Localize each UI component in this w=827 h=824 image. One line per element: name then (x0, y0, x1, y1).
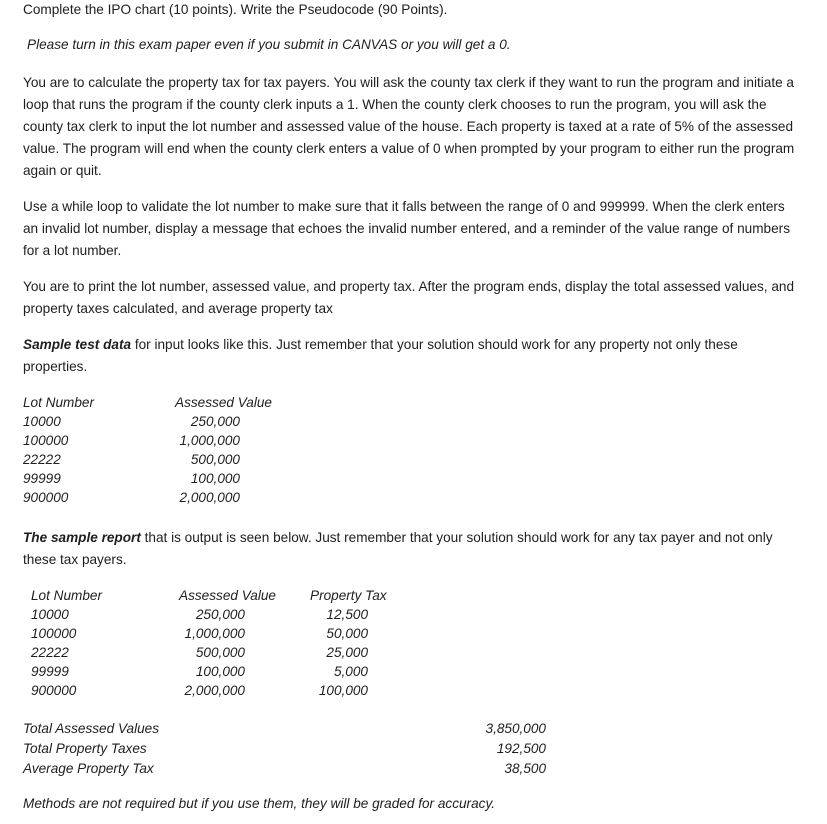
total-taxes-value: 192,500 (496, 741, 546, 756)
lot-number-cell: 100000 (23, 433, 69, 448)
total-assessed-value: 3,850,000 (485, 721, 546, 736)
column-header-lot-number: Lot Number (31, 588, 103, 603)
table-row (23, 488, 283, 507)
table-header-row (31, 586, 411, 605)
paragraph-validation (23, 196, 803, 262)
page-title: Complete the IPO chart (10 points). Write the Pseudocode (90 Points). (23, 2, 448, 17)
paragraph-text: Use a while loop to validate the lot number to make sure that it falls between the range of 0 and 999999. When the clerk enters an invalid lot number, display a message that echoes the invalid number entered, and a reminder of the value range of numbers for a lot number. (23, 199, 790, 258)
lot-number-cell: 22222 (31, 645, 69, 660)
paragraph-requirements (23, 72, 803, 182)
assessed-value-cell: 1,000,000 (184, 626, 245, 641)
total-taxes-label: Total Property Taxes (23, 741, 147, 756)
assessed-value-cell: 500,000 (195, 645, 245, 660)
table-row (23, 412, 283, 431)
column-header-lot-number: Lot Number (23, 395, 95, 410)
sample-input-heading: Sample test data (23, 337, 132, 352)
sample-report-heading: The sample report (23, 530, 141, 545)
column-header-assessed-value: Assessed Value (175, 395, 272, 410)
assessed-value-cell: 250,000 (195, 607, 245, 622)
lot-number-cell: 100000 (31, 626, 77, 641)
sample-input-intro (23, 334, 803, 378)
column-header-assessed-value: Assessed Value (179, 588, 276, 603)
assessed-value-cell: 2,000,000 (179, 490, 240, 505)
column-header-property-tax: Property Tax (310, 588, 387, 603)
average-tax-value: 38,500 (504, 761, 546, 776)
lot-number-cell: 10000 (23, 414, 61, 429)
table-header-row (23, 393, 283, 412)
lot-number-cell: 900000 (31, 683, 77, 698)
assessed-value-cell: 2,000,000 (184, 683, 245, 698)
table-row (23, 469, 283, 488)
total-assessed-label: Total Assessed Values (23, 721, 160, 736)
table-row (31, 624, 411, 643)
property-tax-cell: 5,000 (333, 664, 368, 679)
lot-number-cell: 99999 (31, 664, 69, 679)
methods-note: Methods are not required but if you use them, they will be graded for accuracy. (23, 796, 496, 811)
assessed-value-cell: 100,000 (190, 471, 240, 486)
turn-in-notice: Please turn in this exam paper even if you submit in CANVAS or you will get a 0. (27, 37, 511, 52)
lot-number-cell: 22222 (23, 452, 61, 467)
total-row (23, 719, 553, 738)
assessed-value-cell: 250,000 (190, 414, 240, 429)
average-tax-label: Average Property Tax (23, 761, 154, 776)
table-row (23, 450, 283, 469)
assessed-value-cell: 500,000 (190, 452, 240, 467)
paragraph-text: You are to print the lot number, assessed value, and property tax. After the program ends, display the total assessed values, and property taxes calculated, and average property tax (23, 279, 795, 316)
paragraph-output (23, 276, 803, 320)
sample-report-description: that is output is seen below. Just remember that your solution should work for any tax payer and not only these tax payers. (23, 530, 773, 567)
sample-report-intro (23, 527, 803, 571)
lot-number-cell: 900000 (23, 490, 69, 505)
assessed-value-cell: 100,000 (195, 664, 245, 679)
lot-number-cell: 10000 (31, 607, 69, 622)
table-row (31, 662, 411, 681)
total-row (23, 759, 553, 778)
property-tax-cell: 50,000 (326, 626, 368, 641)
table-row (23, 431, 283, 450)
property-tax-cell: 12,500 (326, 607, 368, 622)
assessed-value-cell: 1,000,000 (179, 433, 240, 448)
sample-input-description: for input looks like this. Just remember that your solution should work for any property not only these properties. (23, 337, 738, 374)
property-tax-cell: 100,000 (318, 683, 368, 698)
lot-number-cell: 99999 (23, 471, 61, 486)
paragraph-text: You are to calculate the property tax for tax payers. You will ask the county tax clerk if they want to run the program and initiate a loop that runs the program if the county clerk inputs a 1. When the county clerk chooses to run the program, you will ask the county tax clerk to input the lot number and assessed value of the house. Each property is taxed at a rate of 5% of the assessed value. The program will end when the county clerk enters a value of 0 when prompted by your program to either run the program again or quit. (23, 75, 795, 178)
table-row (31, 681, 411, 700)
total-row (23, 739, 553, 758)
table-row (31, 643, 411, 662)
property-tax-cell: 25,000 (326, 645, 368, 660)
table-row (31, 605, 411, 624)
